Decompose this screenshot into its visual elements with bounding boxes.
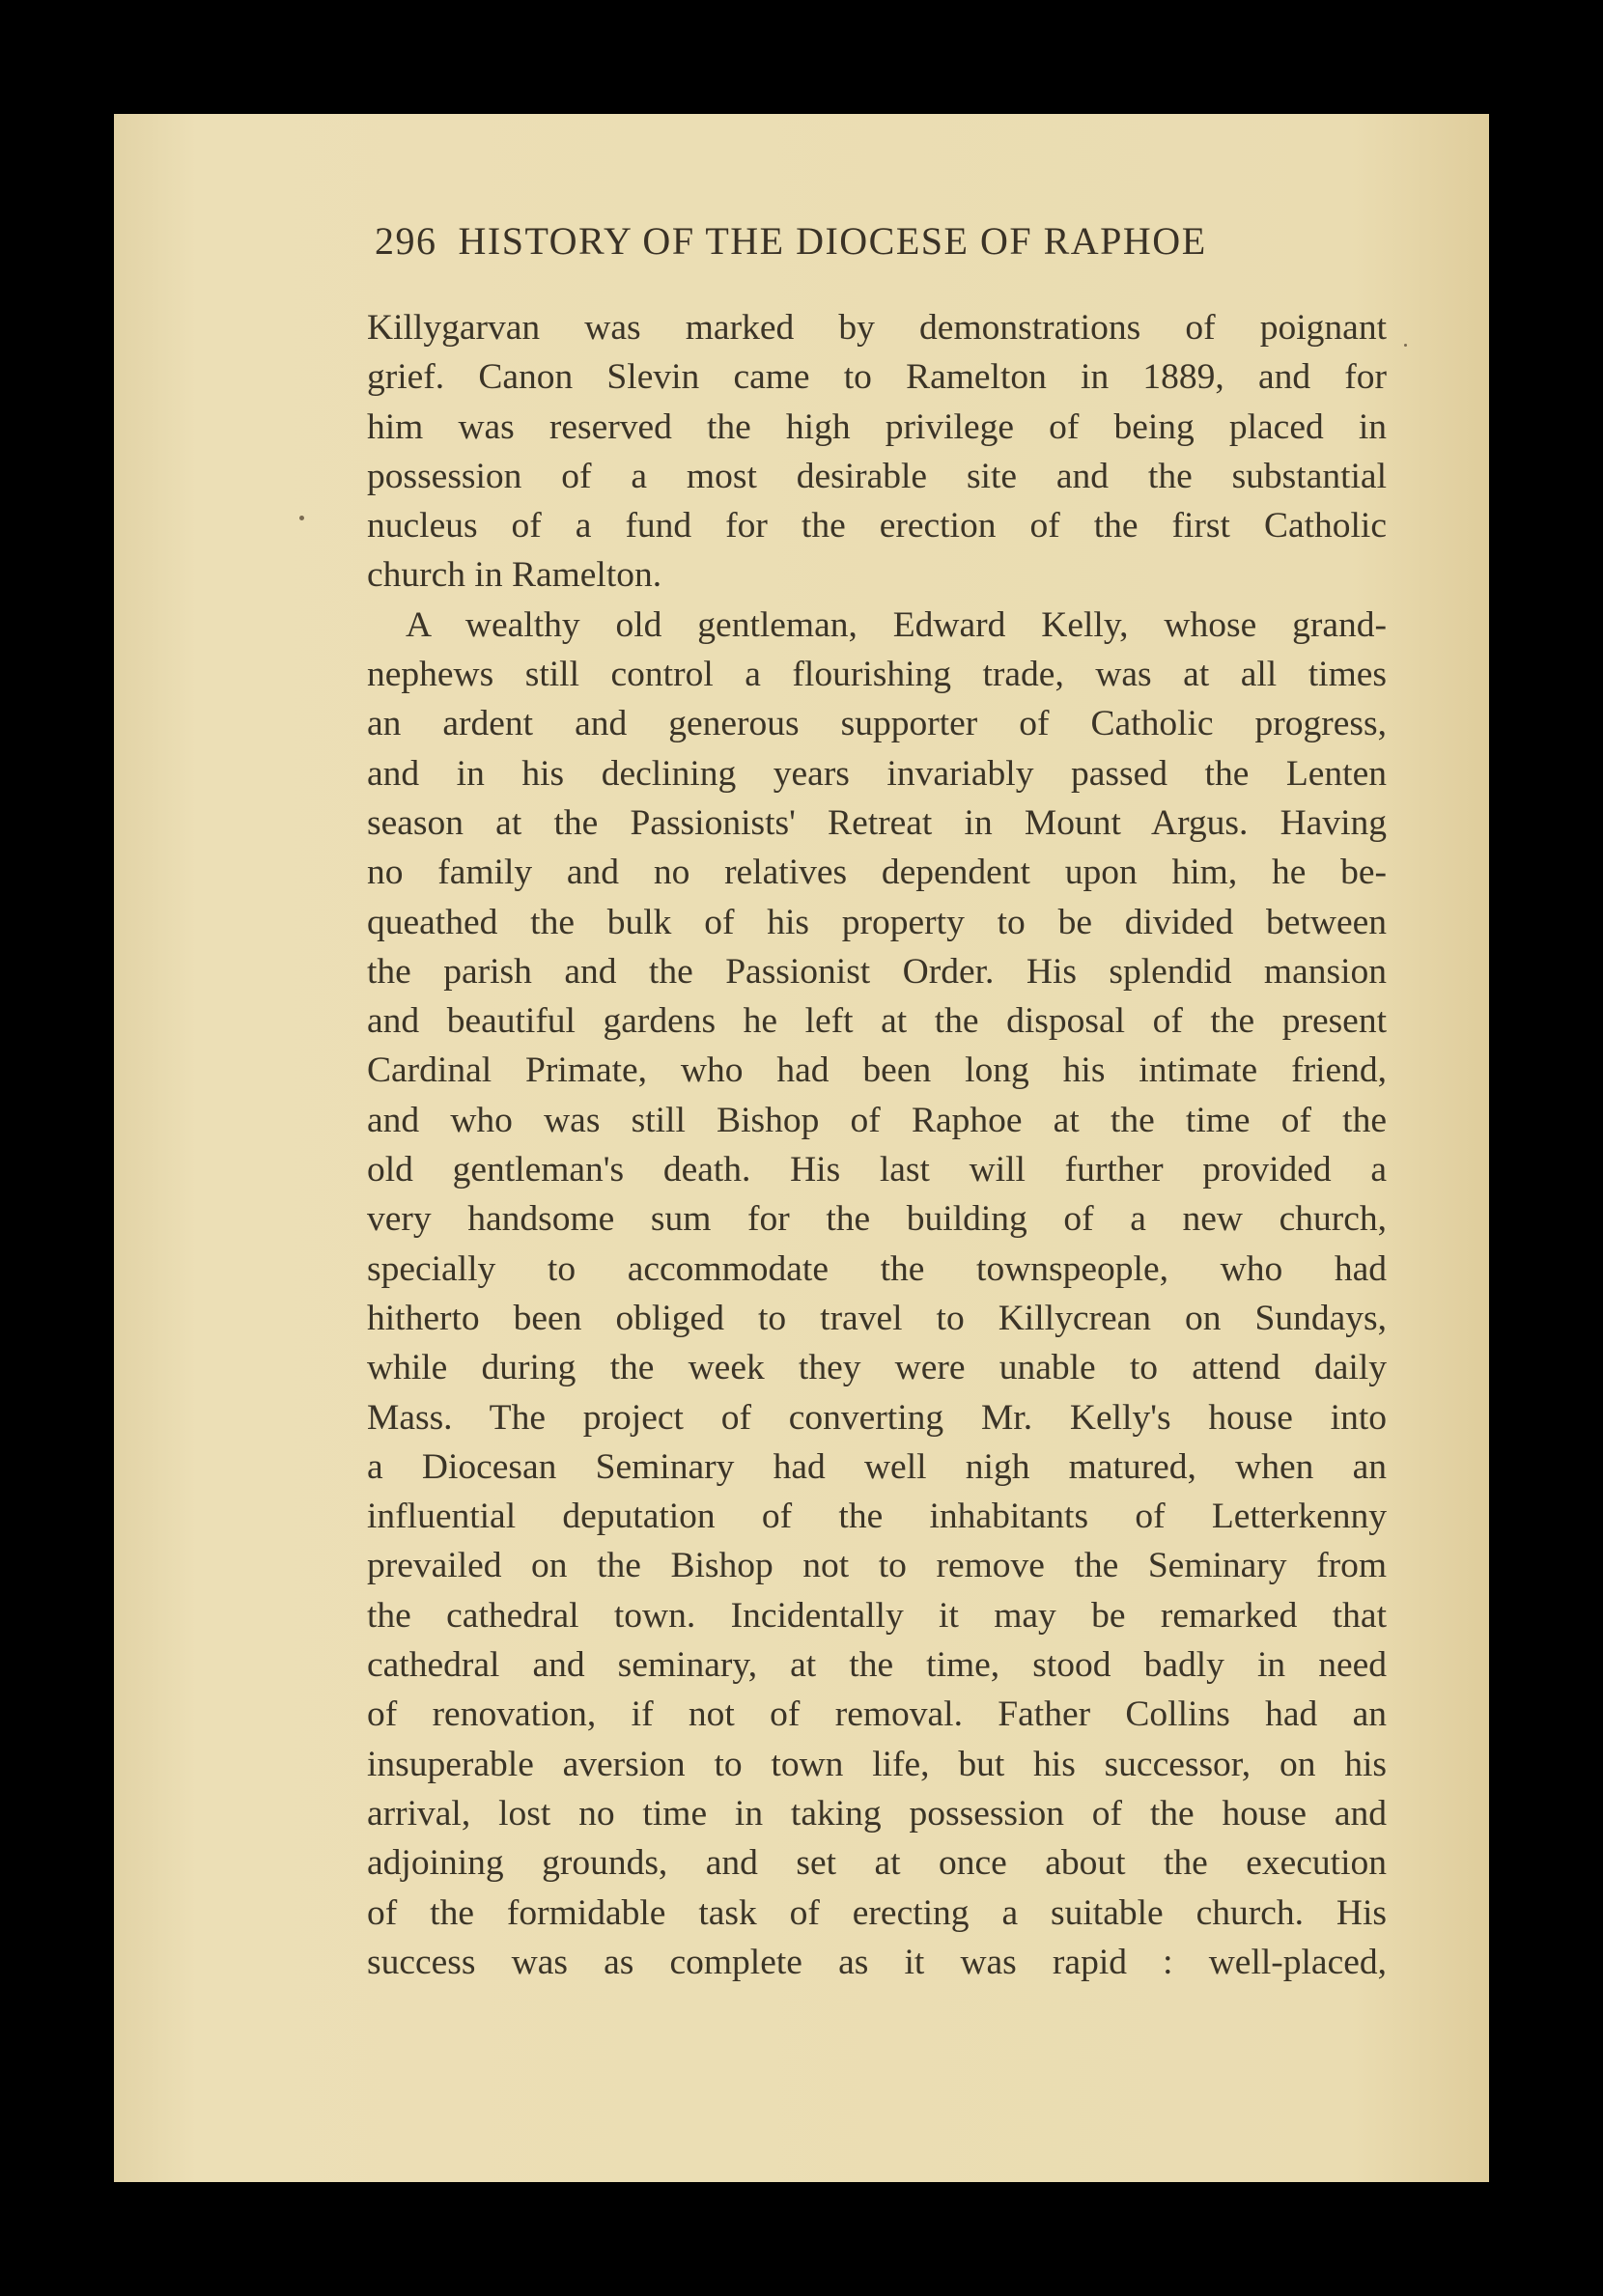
text-line: a Diocesan Seminary had well nigh matured, when an bbox=[367, 1446, 1387, 1487]
text-line: insuperable aversion to town life, but his successor, on his bbox=[367, 1744, 1387, 1784]
text-line: of the formidable task of erecting a suitable church. His bbox=[367, 1892, 1387, 1933]
text-line: adjoining grounds, and set at once about the execution bbox=[367, 1843, 1387, 1884]
text-line: and beautiful gardens he left at the disposal of the present bbox=[367, 1001, 1387, 1042]
text-line: and who was still Bishop of Raphoe at the time of the bbox=[367, 1100, 1387, 1140]
text-line: him was reserved the high privilege of being placed in bbox=[367, 406, 1387, 447]
text-line: Cardinal Primate, who had been long his intimate friend, bbox=[367, 1050, 1387, 1091]
text-line: of renovation, if not of removal. Father Collins had an bbox=[367, 1694, 1387, 1735]
text-line: nephews still control a flourishing trade, was at all times bbox=[367, 655, 1387, 695]
page-body-text bbox=[367, 303, 1387, 1987]
text-line: Killygarvan was marked by demonstrations of poignant bbox=[367, 308, 1387, 348]
text-line: arrival, lost no time in taking possession of the house and bbox=[367, 1793, 1387, 1834]
text-line: hitherto been obliged to travel to Killycrean on Sundays, bbox=[367, 1298, 1387, 1338]
text-line: the cathedral town. Incidentally it may be remarked that bbox=[367, 1595, 1387, 1636]
text-line: while during the week they were unable to attend daily bbox=[367, 1348, 1387, 1388]
text-line: and in his declining years invariably passed the Lenten bbox=[367, 753, 1387, 794]
running-header bbox=[375, 218, 1379, 264]
text-line: prevailed on the Bishop not to remove the Seminary from bbox=[367, 1546, 1387, 1586]
running-title: HISTORY OF THE DIOCESE OF RAPHOE bbox=[458, 219, 1207, 263]
text-line: specially to accommodate the townspeople, who had bbox=[367, 1248, 1387, 1289]
text-line: church in Ramelton. bbox=[367, 555, 662, 596]
page-number: 296 bbox=[375, 219, 437, 263]
text-line: influential deputation of the inhabitants of Letterkenny bbox=[367, 1497, 1387, 1537]
book-page bbox=[114, 114, 1489, 2182]
text-line: A wealthy old gentleman, Edward Kelly, whose grand- bbox=[406, 604, 1387, 645]
margin-speck bbox=[1404, 344, 1407, 347]
text-line: grief. Canon Slevin came to Ramelton in 1889, and for bbox=[367, 357, 1387, 398]
text-line: no family and no relatives dependent upon him, he be- bbox=[367, 853, 1387, 893]
text-line: the parish and the Passionist Order. His splendid mansion bbox=[367, 951, 1387, 992]
text-line: nucleus of a fund for the erection of the first Catholic bbox=[367, 506, 1387, 546]
text-line: success was as complete as it was rapid : well-placed, bbox=[367, 1942, 1387, 1982]
text-line: season at the Passionists' Retreat in Mount Argus. Having bbox=[367, 802, 1387, 843]
text-line: possession of a most desirable site and the substantial bbox=[367, 456, 1387, 496]
text-line: queathed the bulk of his property to be divided between bbox=[367, 902, 1387, 942]
margin-speck bbox=[299, 516, 304, 520]
text-line: Mass. The project of converting Mr. Kelly's house into bbox=[367, 1397, 1387, 1438]
text-line: very handsome sum for the building of a new church, bbox=[367, 1199, 1387, 1240]
text-line: an ardent and generous supporter of Catholic progress, bbox=[367, 704, 1387, 744]
text-line: cathedral and seminary, at the time, stood badly in need bbox=[367, 1645, 1387, 1686]
text-line: old gentleman's death. His last will further provided a bbox=[367, 1150, 1387, 1190]
